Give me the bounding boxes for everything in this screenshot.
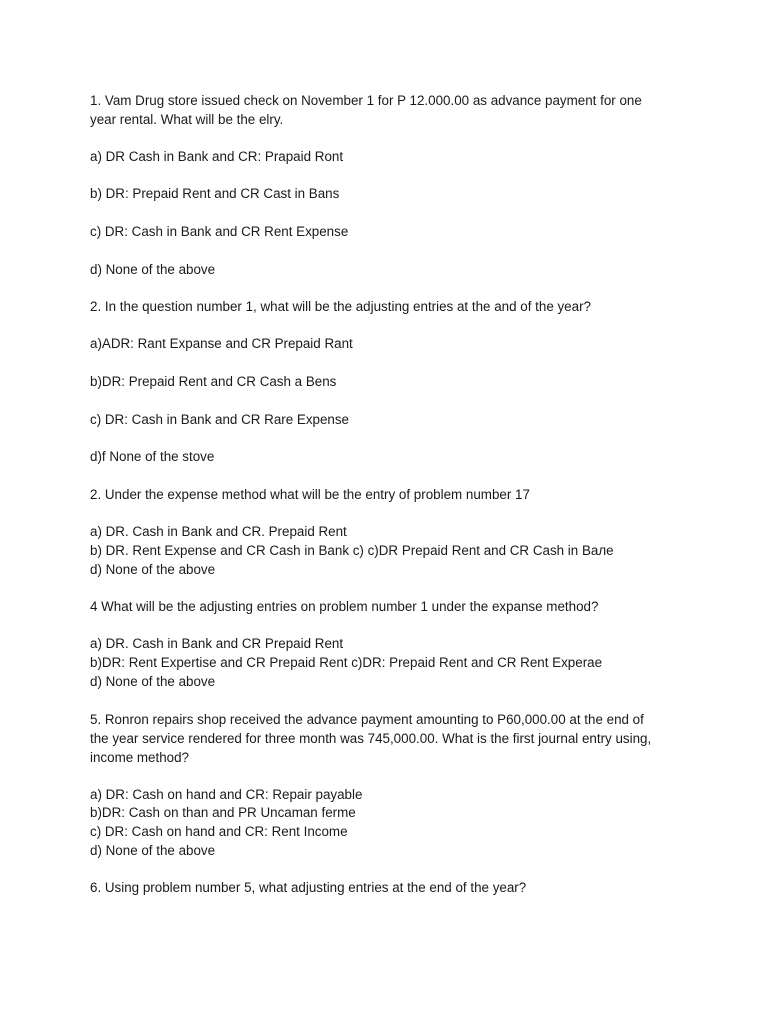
q6-text: 6. Using problem number 5, what adjusting entries at the end of the year? bbox=[90, 880, 527, 895]
q5-option-a: a) DR: Cash on hand and CR: Repair payable bbox=[90, 787, 363, 802]
q3-option-d: d) None of the above bbox=[90, 562, 216, 577]
q2-option-a: a)ADR: Rant Expanse and CR Prepaid Rant bbox=[90, 336, 353, 351]
q2-text: 2. In the question number 1, what will be the adjusting entries at the and of the year? bbox=[90, 299, 591, 314]
q2-option-d: d)f None of the stove bbox=[90, 449, 215, 464]
q5-text-line-1: 5. Ronron repairs shop received the advance payment amounting to P60,000.00 at the end of bbox=[90, 712, 644, 727]
q3-text: 2. Under the expense method what will be the entry of problem number 17 bbox=[90, 487, 530, 502]
q5-text-line-2: the year service rendered for three month was 745,000.00. What is the first journal entry using, bbox=[90, 731, 652, 746]
q4-option-d: d) None of the above bbox=[90, 674, 216, 689]
q1-text-line-2: year rental. What will be the elry. bbox=[90, 112, 284, 127]
q4-option-b-c: b)DR: Rent Expertise and CR Prepaid Rent c)DR: Prepaid Rent and CR Rent Experae bbox=[90, 655, 603, 670]
q4-option-a: a) DR. Cash in Bank and CR Prepaid Rent bbox=[90, 636, 344, 651]
q2-option-c: c) DR: Cash in Bank and CR Rare Expense bbox=[90, 412, 349, 427]
q1-text-line-1: 1. Vam Drug store issued check on November 1 for P 12.000.00 as advance payment for one bbox=[90, 93, 642, 108]
q3-option-a: a) DR. Cash in Bank and CR. Prepaid Rent bbox=[90, 524, 347, 539]
q2-option-b: b)DR: Prepaid Rent and CR Cash a Bens bbox=[90, 374, 337, 389]
q5-option-d: d) None of the above bbox=[90, 843, 216, 858]
q3-option-b-c: b) DR. Rent Expense and CR Cash in Bank c) c)DR Prepaid Rent and CR Cash in Вале bbox=[90, 543, 614, 558]
q4-text: 4 What will be the adjusting entries on problem number 1 under the expanse method? bbox=[90, 599, 599, 614]
q5-text-line-3: income method? bbox=[90, 750, 189, 765]
q5-option-b: b)DR: Cash on than and PR Uncaman ferme bbox=[90, 805, 356, 820]
q1-option-d: d) None of the above bbox=[90, 262, 216, 277]
q1-option-a: a) DR Cash in Bank and CR: Prapaid Ront bbox=[90, 149, 344, 164]
q5-option-c: c) DR: Cash on hand and CR: Rent Income bbox=[90, 824, 348, 839]
q1-option-c: c) DR: Cash in Bank and CR Rent Expense bbox=[90, 224, 349, 239]
q1-option-b: b) DR: Prepaid Rent and CR Cast in Bans bbox=[90, 186, 340, 201]
